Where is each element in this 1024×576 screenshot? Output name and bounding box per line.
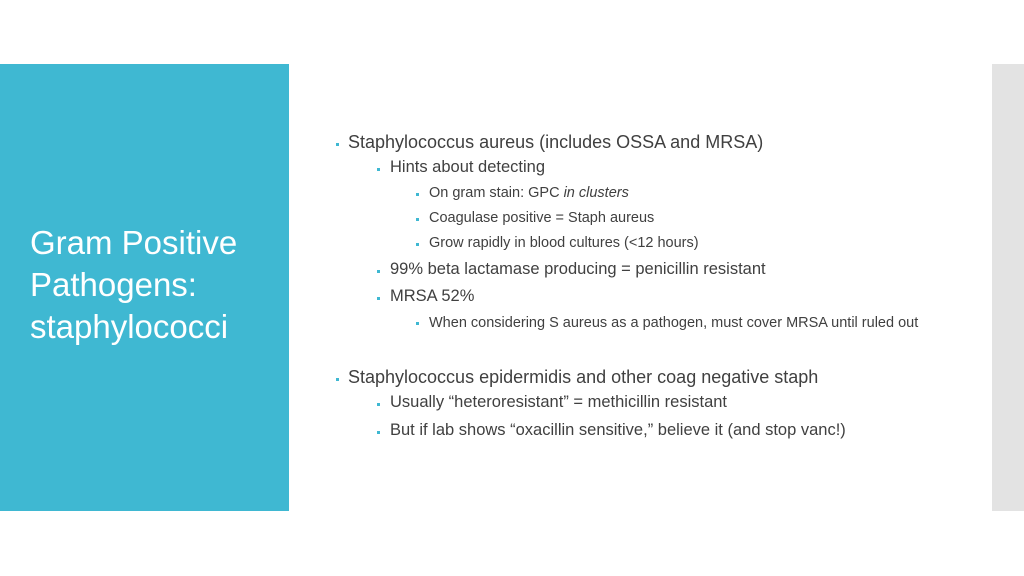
bullet-marker [336,378,339,381]
bullet-marker [336,143,339,146]
bullet-hints: Hints about detecting [390,158,546,176]
bullet-marker [377,297,380,300]
bullet-oxacillin: But if lab shows “oxacillin sensitive,” believe it (and stop vanc!) [390,421,846,439]
bullet-beta-lactamase: 99% beta lactamase producing = penicillin resistant [390,260,766,278]
bullet-marker [416,218,419,221]
title-line-1: Gram Positive [30,224,238,261]
bullet-marker [416,243,419,246]
title-line-2: Pathogens: [30,266,197,303]
bullet-marker [416,322,419,325]
gram-stain-italic: in clusters [563,185,629,201]
title-line-3: staphylococci [30,308,229,345]
gram-stain-text: On gram stain: GPC [429,185,564,201]
bullet-heteroresistant: Usually “heteroresistant” = methicillin resistant [390,393,728,411]
bullet-marker [377,168,380,171]
side-strip [992,64,1024,511]
bullet-marker [377,431,380,434]
bullet-coagulase: Coagulase positive = Staph aureus [429,210,655,226]
bullet-gram-stain [429,185,629,201]
bullet-marker [377,270,380,273]
bullet-cover-mrsa: When considering S aureus as a pathogen, must cover MRSA until ruled out [429,315,919,331]
bullet-saureus: Staphylococcus aureus (includes OSSA and MRSA) [348,132,764,152]
bullet-sepidermidis: Staphylococcus epidermidis and other coag negative staph [348,367,819,387]
bullet-marker [377,403,380,406]
bullet-mrsa: MRSA 52% [390,287,475,305]
bullet-grow: Grow rapidly in blood cultures (<12 hours) [429,235,699,251]
bullet-marker [416,193,419,196]
